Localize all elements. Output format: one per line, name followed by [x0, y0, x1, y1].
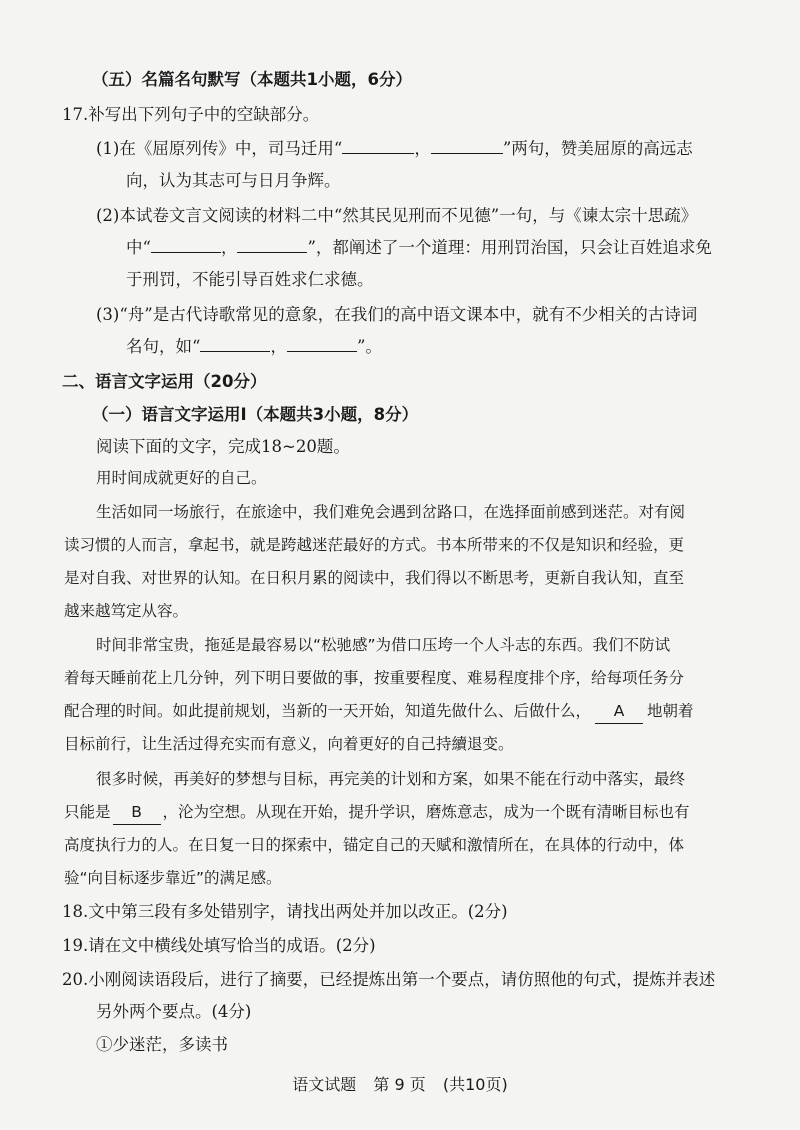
answer-blank [431, 137, 503, 154]
passage-line: 时间非常宝贵，拖延是最容易以“松驰感”为借口压垮一个人斗志的东西。我们不防试 [96, 636, 671, 654]
answer-blank [237, 236, 307, 253]
passage-line: 目标前行，让生活过得充实而有意义，向着更好的自己持續退变。 [64, 735, 514, 753]
question-17-item-2-line-1: (2)本试卷文言文阅读的材料二中“然其民见刑而不见德”一句，与《谏太宗十思疏》 [96, 206, 698, 225]
text-segment: ”两句，赞美屈原的高远志 [502, 139, 693, 158]
text-segment: ，沦为空想。从现在开始，提升学识，磨炼意志，成为一个既有清晰目标也有 [162, 803, 690, 821]
answer-blank [342, 137, 414, 154]
reading-instruction: 阅读下面的文字，完成18~20题。 [96, 437, 350, 456]
subsection-one-title: （一）语言文字运用Ⅰ（本题共3小题，8分） [92, 405, 419, 424]
passage-line [64, 800, 690, 825]
text-segment: ， [414, 139, 431, 158]
footer-page-number: 第 9 页 [373, 1075, 426, 1094]
passage-line: 验“向目标逐步靠近”的满足感。 [64, 869, 282, 887]
answer-blank [151, 236, 221, 253]
passage-title: 用时间成就更好的自己。 [96, 469, 267, 487]
answer-blank [287, 335, 357, 352]
passage-line: 高度执行力的人。在日复一日的探索中，锚定自己的天赋和激情所在，在具体的行动中，体 [64, 836, 685, 854]
passage-line: 是对自我、对世界的认知。在日积月累的阅读中，我们得以不断思考，更新自我认知，直至 [64, 569, 685, 587]
text-segment: 地朝着 [647, 702, 694, 720]
question-20-line-1: 20.小刚阅读语段后，进行了摘要，已经提炼出第一个要点，请仿照他的句式，提炼并表述 [62, 970, 716, 989]
passage-line: 着每天睡前花上几分钟，列下明日要做的事，按重要程度、难易程度排个序，给每项任务分 [64, 669, 685, 687]
question-20-example: ①少迷茫，多读书 [96, 1035, 228, 1054]
question-18: 18.文中第三段有多处错别字，请找出两处并加以改正。(2分) [62, 902, 508, 921]
question-17-item-2-line-3: 于刑罚，不能引导百姓求仁求德。 [126, 270, 374, 289]
text-segment: ”，都阐述了一个道理：用刑罚治国，只会让百姓追求免 [307, 238, 712, 257]
question-17-item-3-line-2 [126, 335, 382, 359]
passage-line: 很多时候，再美好的梦想与目标，再完美的计划和方案，如果不能在行动中落实，最终 [96, 770, 686, 788]
question-17-stem: 17.补写出下列句子中的空缺部分。 [62, 105, 320, 124]
footer-total-pages: (共10页) [442, 1075, 508, 1094]
text-segment: 名句，如“ [126, 337, 201, 356]
question-20-line-2: 另外两个要点。(4分) [96, 1002, 252, 1021]
passage-line [64, 699, 694, 724]
question-19: 19.请在文中横线处填写恰当的成语。(2分) [62, 936, 376, 955]
answer-blank [200, 335, 270, 352]
text-segment: ， [220, 238, 238, 257]
text-segment: 配合理的时间。如此提前规划，当新的一天开始，知道先做什么、后做什么， [64, 702, 592, 720]
blank-a: A [595, 699, 643, 724]
passage-line: 读习惯的人而言，拿起书，就是跨越迷茫最好的方式。书本所带来的不仅是知识和经验，更 [64, 536, 685, 554]
text-segment: 中“ [126, 238, 151, 257]
question-17-item-2-line-2 [126, 236, 712, 260]
section-five-title: （五）名篇名句默写（本题共1小题，6分） [92, 70, 412, 89]
question-17-item-1-line-2: 向，认为其志可与日月争辉。 [126, 171, 341, 190]
question-17-item-1-line-1 [96, 137, 693, 161]
text-segment: 只能是 [64, 803, 111, 821]
part-two-title: 二、语言文字运用（20分） [62, 372, 267, 391]
blank-b: B [113, 800, 161, 825]
passage-line: 生活如同一场旅行，在旅途中，我们难免会遇到岔路口，在选择面前感到迷茫。对有阅 [96, 503, 686, 521]
text-segment: (1)在《屈原列传》中，司马迁用“ [96, 139, 343, 158]
text-segment: ， [270, 337, 287, 356]
passage-line: 越来越笃定从容。 [64, 602, 189, 620]
footer-subject: 语文试题 [292, 1075, 357, 1094]
text-segment: ”。 [356, 337, 382, 356]
question-17-item-3-line-1: (3)“舟”是古代诗歌常见的意象，在我们的高中语文课本中，就有不少相关的古诗词 [96, 305, 698, 324]
page-footer [0, 1072, 800, 1095]
